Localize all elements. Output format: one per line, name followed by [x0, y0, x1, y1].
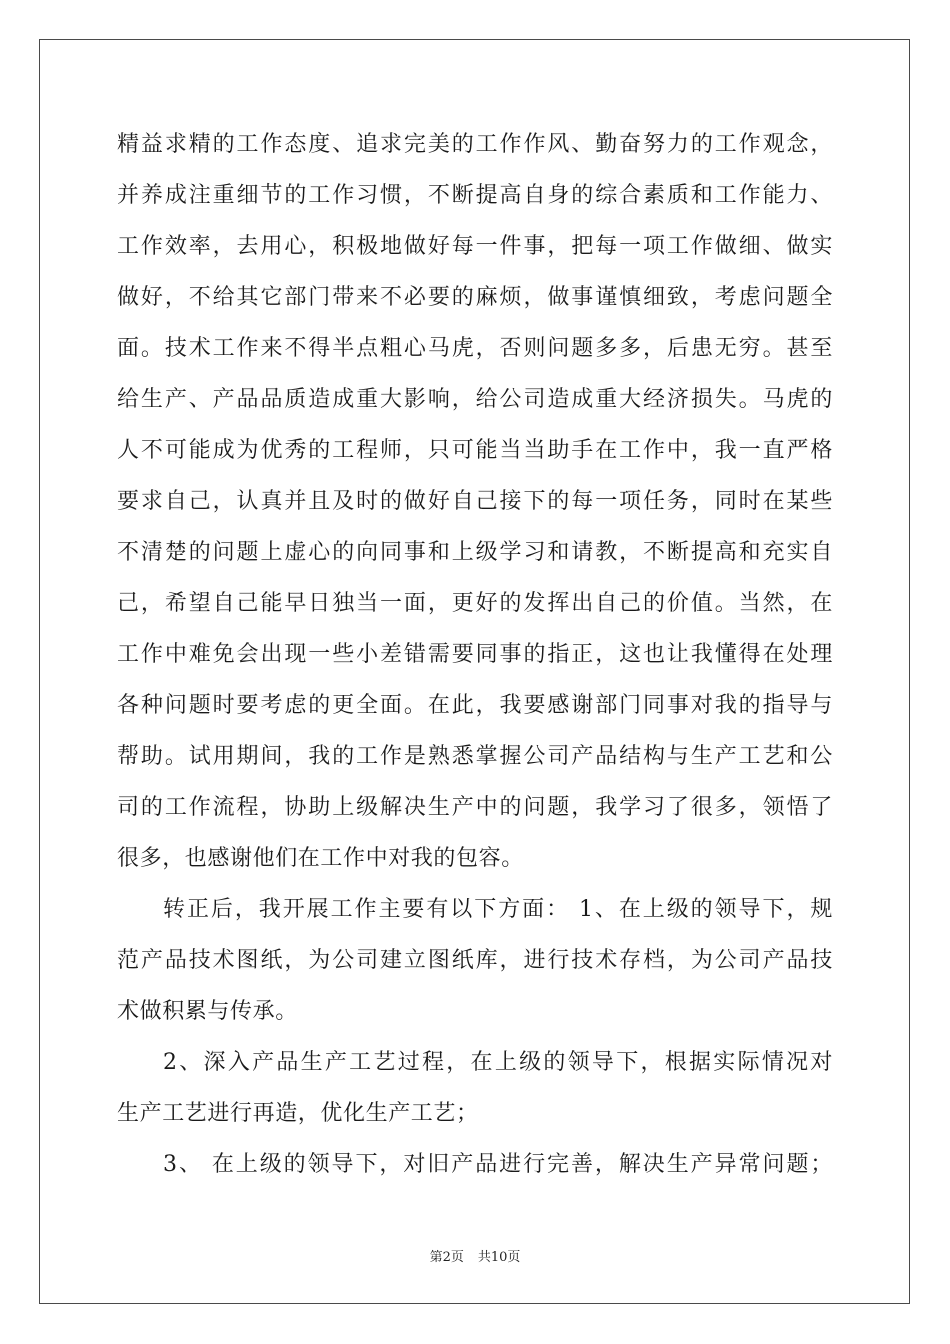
- text-line: 术做积累与传承。: [117, 999, 298, 1024]
- text-line: 2、深入产品生产工艺过程，在上级的领导下，根据实际情况对: [163, 1050, 833, 1075]
- text-line: 工作中难免会出现一些小差错需要同事的指正，这也让我懂得在处理: [117, 642, 833, 667]
- text-line: 生产工艺进行再造，优化生产工艺；: [117, 1101, 479, 1126]
- text-line: 精益求精的工作态度、追求完美的工作作风、勤奋努力的工作观念，: [117, 132, 833, 157]
- text-line: 面。技术工作来不得半点粗心马虎，否则问题多多，后患无穷。甚至: [117, 336, 833, 361]
- text-line: 人不可能成为优秀的工程师，只可能当当助手在工作中，我一直严格: [117, 438, 833, 463]
- text-line: 各种问题时要考虑的更全面。在此，我要感谢部门同事对我的指导与: [117, 693, 833, 718]
- text-line: 3、 在上级的领导下，对旧产品进行完善，解决生产异常问题；: [163, 1152, 833, 1177]
- text-line: 并养成注重细节的工作习惯，不断提高自身的综合素质和工作能力、: [117, 183, 833, 208]
- page-number: 第2页: [429, 1250, 464, 1265]
- text-line: 司的工作流程，协助上级解决生产中的问题，我学习了很多，领悟了: [117, 795, 833, 820]
- page-total: 共10页: [477, 1250, 521, 1265]
- text-line: 给生产、产品品质造成重大影响，给公司造成重大经济损失。马虎的: [117, 387, 833, 412]
- text-line: 范产品技术图纸，为公司建立图纸库，进行技术存档，为公司产品技: [117, 948, 833, 973]
- text-line: 转正后，我开展工作主要有以下方面： 1、在上级的领导下，规: [163, 897, 833, 922]
- text-line: 工作效率，去用心，积极地做好每一件事，把每一项工作做细、做实: [117, 234, 833, 259]
- text-line: 不清楚的问题上虚心的向同事和上级学习和请教，不断提高和充实自: [117, 540, 833, 565]
- text-line: 帮助。试用期间，我的工作是熟悉掌握公司产品结构与生产工艺和公: [117, 744, 833, 769]
- document-body: [117, 126, 833, 1197]
- page-footer: [0, 1246, 950, 1265]
- text-line: 己，希望自己能早日独当一面，更好的发挥出自己的价值。当然，在: [117, 591, 833, 616]
- text-line: 要求自己，认真并且及时的做好自己接下的每一项任务，同时在某些: [117, 489, 833, 514]
- text-line: 很多，也感谢他们在工作中对我的包容。: [117, 846, 524, 871]
- text-line: 做好，不给其它部门带来不必要的麻烦，做事谨慎细致，考虑问题全: [117, 285, 833, 310]
